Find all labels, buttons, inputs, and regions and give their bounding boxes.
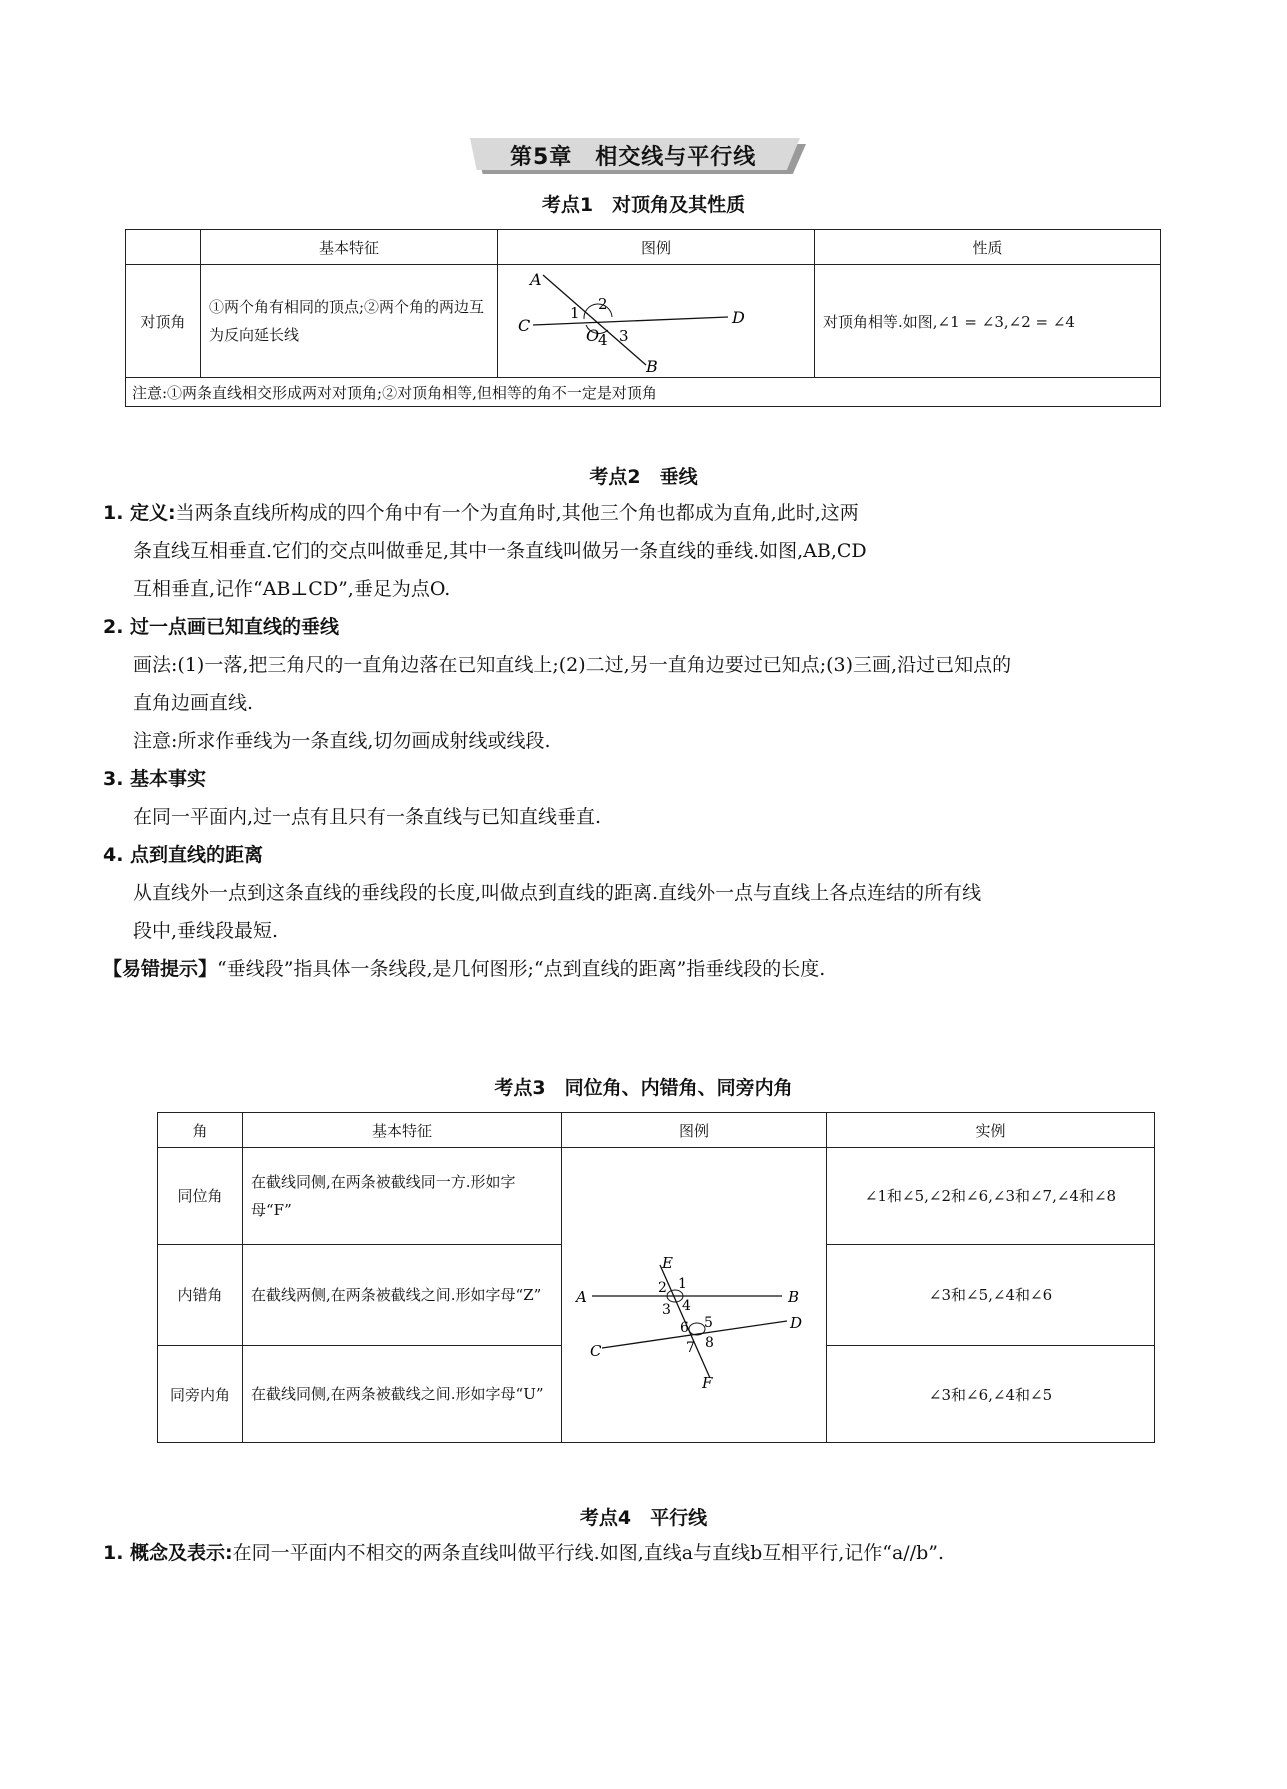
kp2-item-4 bbox=[103, 836, 1183, 950]
kp1-row-label: 对顶角 bbox=[126, 265, 201, 378]
kp1-figure bbox=[498, 265, 815, 378]
kp2-item-4-title: 4. 点到直线的距离 bbox=[103, 844, 264, 866]
kp1-feature: ①两个角有相同的顶点;②两个角的两边互为反向延长线 bbox=[201, 265, 498, 378]
kp4-heading: 考点4 平行线 bbox=[579, 1507, 708, 1529]
kp2-tip-text: “垂线段”指具体一条线段,是几何图形;“点到直线的距离”指垂线段的长度. bbox=[217, 958, 826, 980]
kp1-table bbox=[125, 229, 1161, 407]
kp2-heading: 考点2 垂线 bbox=[589, 466, 698, 488]
angle-6: 6 bbox=[680, 1320, 689, 1336]
kp1-note: 注意:①两条直线相交形成两对对顶角;②对顶角相等,但相等的角不一定是对顶角 bbox=[126, 378, 1161, 407]
kp2-item-3 bbox=[103, 760, 1183, 836]
angle-8: 8 bbox=[705, 1335, 714, 1351]
label-A: A bbox=[576, 1288, 587, 1306]
label-C: C bbox=[518, 316, 531, 335]
kp4-item-1 bbox=[103, 1534, 1203, 1572]
kp1-header-property: 性质 bbox=[815, 230, 1161, 265]
kp2-item-4-line-1: 从直线外一点到这条直线的垂线段的长度,叫做点到直线的距离.直线外一点与直线上各点连结的所有线 bbox=[133, 882, 982, 904]
chapter-title: 第5章 相交线与平行线 bbox=[510, 145, 757, 170]
angle-1: 1 bbox=[678, 1276, 687, 1292]
angle-5: 5 bbox=[704, 1315, 713, 1331]
label-F: F bbox=[702, 1374, 713, 1392]
kp3-row-1-feature: 在截线同侧,在两条被截线同一方.形如字母“F” bbox=[243, 1148, 562, 1245]
kp3-header-example: 实例 bbox=[827, 1113, 1155, 1148]
kp3-header-feature: 基本特征 bbox=[243, 1113, 562, 1148]
kp3-header-angle: 角 bbox=[158, 1113, 243, 1148]
kp1-header-figure: 图例 bbox=[498, 230, 815, 265]
kp3-row-1-example: ∠1和∠5,∠2和∠6,∠3和∠7,∠4和∠8 bbox=[827, 1148, 1155, 1245]
angle-4: 4 bbox=[598, 331, 608, 349]
kp1-property: 对顶角相等.如图,∠1 = ∠3,∠2 = ∠4 bbox=[815, 265, 1161, 378]
kp3-row-3-example: ∠3和∠6,∠4和∠5 bbox=[827, 1346, 1155, 1443]
kp2-item-2-line-3: 注意:所求作垂线为一条直线,切勿画成射线或线段. bbox=[133, 730, 551, 752]
kp3-row-2-example: ∠3和∠5,∠4和∠6 bbox=[827, 1244, 1155, 1345]
kp2-item-1-title: 1. 定义: bbox=[103, 502, 176, 524]
vertical-angles-diagram bbox=[498, 265, 798, 373]
kp2-item-2-line-1: 画法:(1)一落,把三角尺的一直角边落在已知直线上;(2)二过,另一直角边要过已知点;(3)三画,沿过已知点的 bbox=[133, 654, 1012, 676]
kp1-heading: 考点1 对顶角及其性质 bbox=[541, 194, 746, 216]
angle-3: 3 bbox=[619, 327, 629, 345]
kp2-item-3-line-1: 在同一平面内,过一点有且只有一条直线与已知直线垂直. bbox=[133, 806, 602, 828]
label-A: A bbox=[530, 270, 542, 289]
kp4-item-title: 1. 概念及表示: bbox=[103, 1542, 233, 1564]
kp3-figure bbox=[562, 1148, 827, 1443]
kp2-item-1 bbox=[103, 494, 1183, 608]
kp2-item-4-line-2: 段中,垂线段最短. bbox=[133, 920, 279, 942]
angle-2: 2 bbox=[658, 1280, 667, 1296]
kp1-header-feature: 基本特征 bbox=[201, 230, 498, 265]
label-D: D bbox=[790, 1314, 803, 1332]
label-C: C bbox=[590, 1342, 602, 1360]
label-B: B bbox=[646, 357, 658, 373]
kp1-header-empty bbox=[126, 230, 201, 265]
kp2-item-2 bbox=[103, 608, 1183, 760]
angle-2: 2 bbox=[598, 295, 608, 313]
angle-7: 7 bbox=[686, 1340, 695, 1356]
kp3-row-2-feature: 在截线两侧,在两条被截线之间.形如字母“Z” bbox=[243, 1244, 562, 1345]
kp3-row-1-name: 同位角 bbox=[158, 1148, 243, 1245]
chapter-title-banner bbox=[470, 138, 810, 174]
label-E: E bbox=[662, 1254, 673, 1272]
kp2-item-1-line-3: 互相垂直,记作“AB⊥CD”,垂足为点O. bbox=[133, 578, 451, 600]
label-D: D bbox=[732, 308, 745, 327]
kp4-item-text: 在同一平面内不相交的两条直线叫做平行线.如图,直线a与直线b互相平行,记作“a//b”. bbox=[232, 1542, 945, 1564]
kp3-row-3-feature: 在截线同侧,在两条被截线之间.形如字母“U” bbox=[243, 1346, 562, 1443]
label-O: O bbox=[586, 326, 600, 345]
label-B: B bbox=[788, 1288, 800, 1306]
angle-4: 4 bbox=[682, 1298, 691, 1314]
angle-1: 1 bbox=[570, 304, 580, 322]
kp2-item-2-line-2: 直角边画直线. bbox=[133, 692, 254, 714]
transversal-diagram bbox=[562, 1148, 826, 1438]
kp3-row-3-name: 同旁内角 bbox=[158, 1346, 243, 1443]
kp2-tip bbox=[103, 950, 1183, 988]
angle-3: 3 bbox=[662, 1302, 671, 1318]
kp2-item-2-title: 2. 过一点画已知直线的垂线 bbox=[103, 616, 340, 638]
kp3-heading: 考点3 同位角、内错角、同旁内角 bbox=[494, 1077, 793, 1099]
kp2-item-3-title: 3. 基本事实 bbox=[103, 768, 207, 790]
kp2-tip-label: 【易错提示】 bbox=[103, 958, 218, 980]
kp2-content bbox=[103, 494, 1183, 988]
kp3-header-figure: 图例 bbox=[562, 1113, 827, 1148]
kp3-table bbox=[157, 1112, 1155, 1443]
kp2-item-1-line-2: 条直线互相垂直.它们的交点叫做垂足,其中一条直线叫做另一条直线的垂线.如图,AB,CD bbox=[133, 540, 867, 562]
kp2-item-1-line-1: 当两条直线所构成的四个角中有一个为直角时,其他三个角也都成为直角,此时,这两 bbox=[175, 502, 859, 524]
kp3-row-2-name: 内错角 bbox=[158, 1244, 243, 1345]
